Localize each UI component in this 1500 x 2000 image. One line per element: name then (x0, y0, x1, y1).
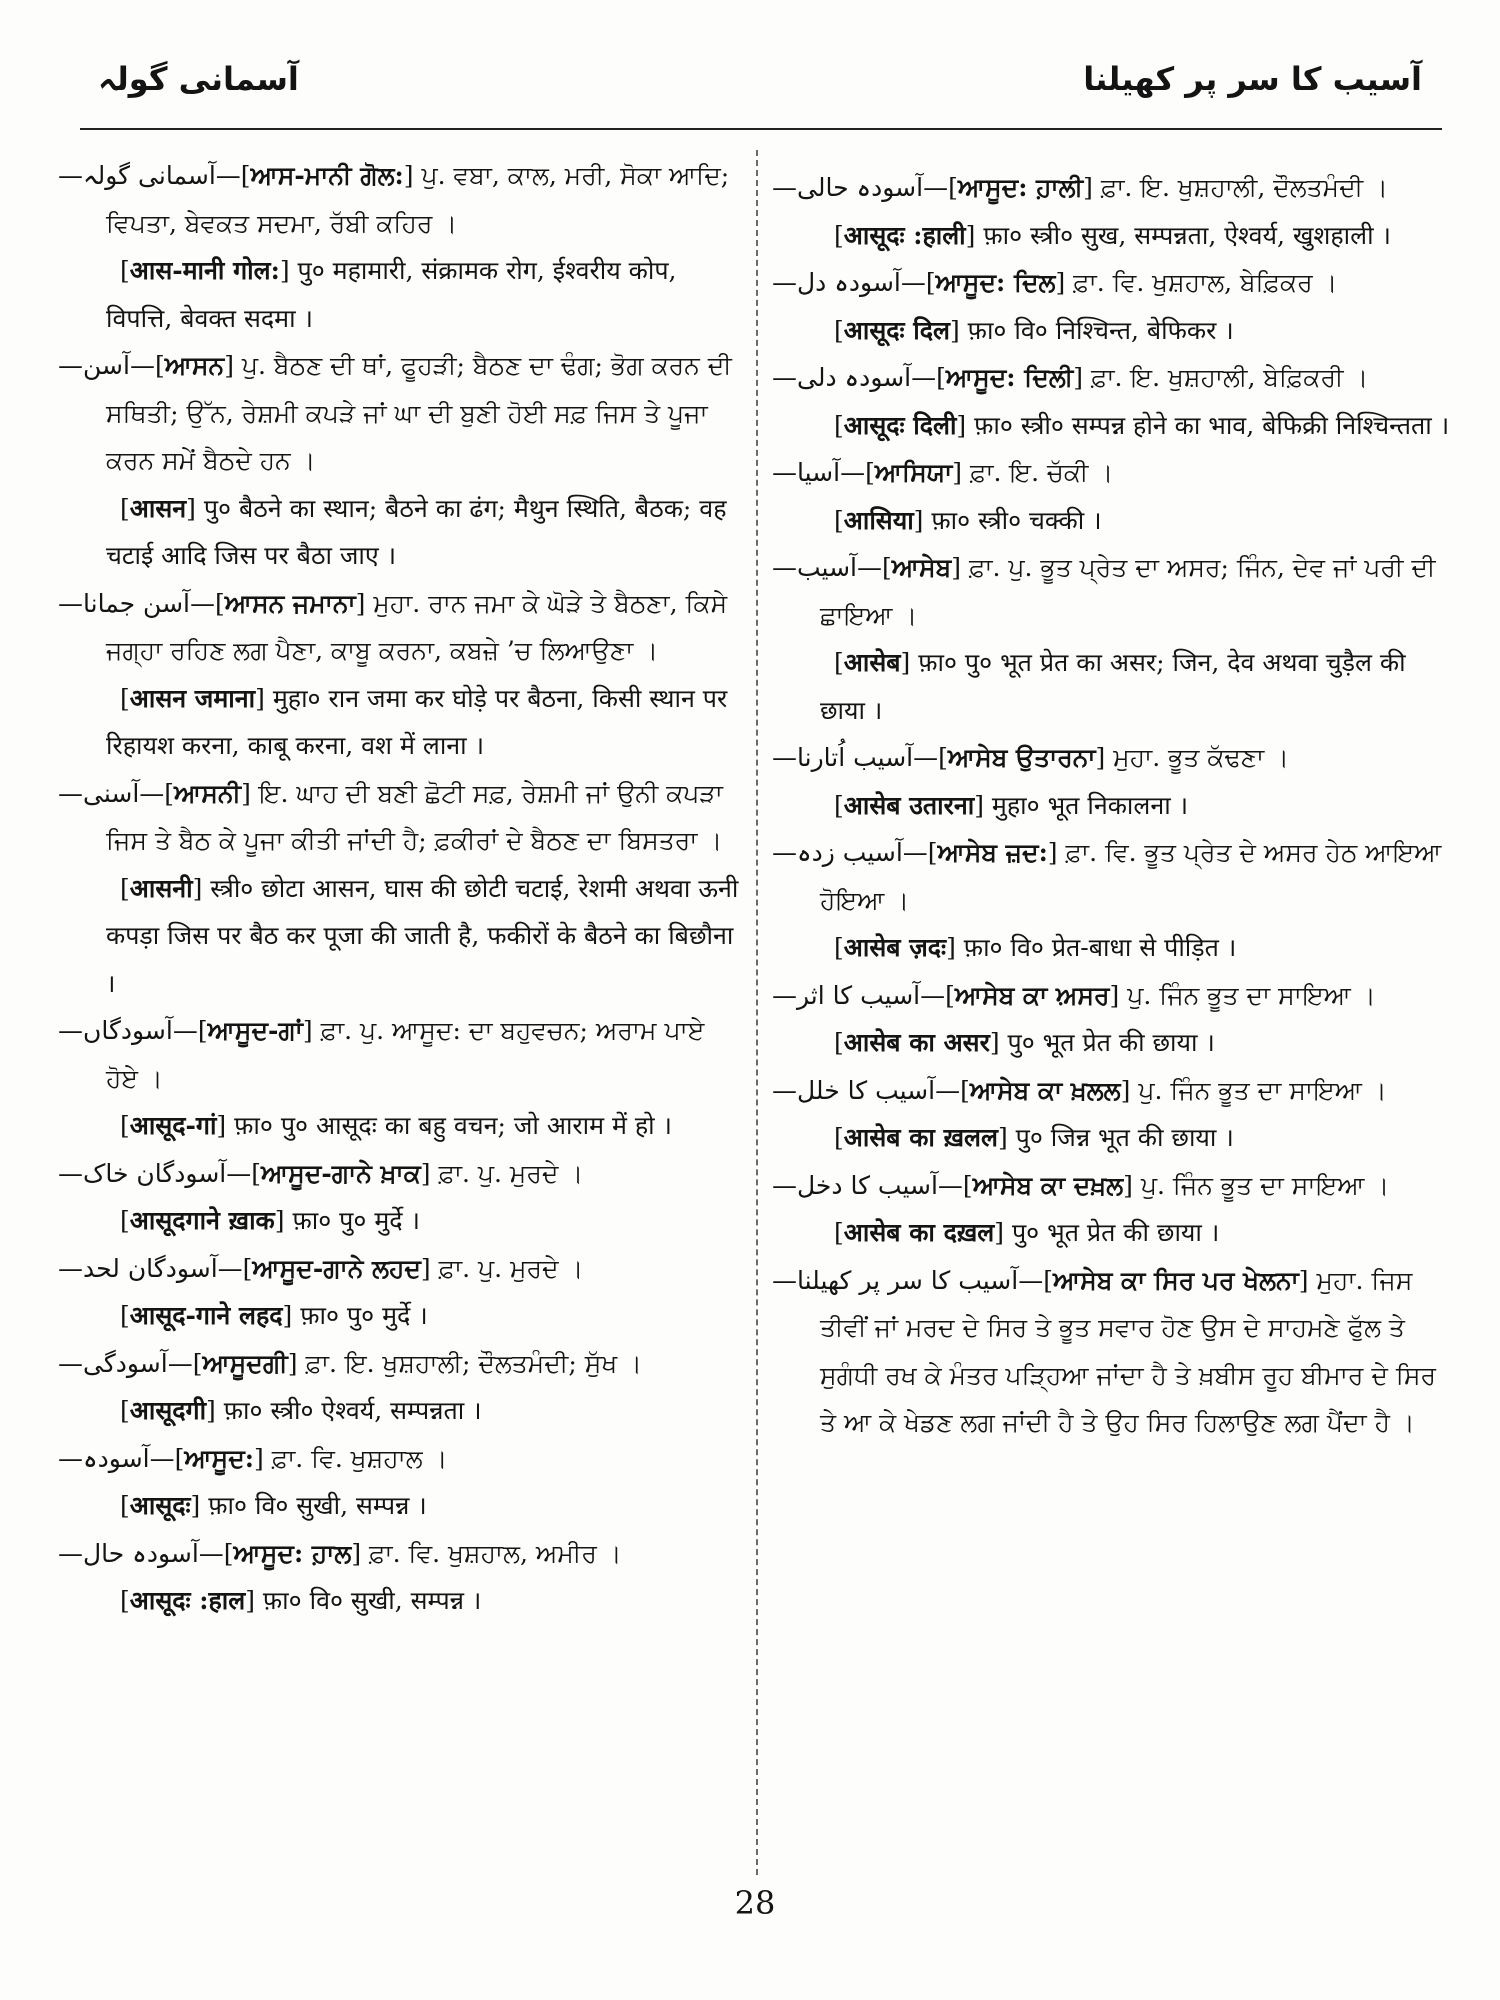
entry-hindi (58, 1292, 744, 1340)
entry-hindi (772, 924, 1452, 972)
entry-main (772, 972, 1452, 1020)
entry-main (58, 1435, 744, 1483)
urdu-headword-text: آسیب اُتارنا (797, 743, 914, 772)
gurmukhi-term: [ ਆਸੂਦ-ਗਾਨੇ ਖ਼ਾਕ ] (251, 1159, 430, 1188)
urdu-headword-text: آسودہ (83, 1443, 150, 1473)
dictionary-entry (58, 152, 744, 342)
gurmukhi-definition: ਫ਼ਾ. ਇ. ਚੱਕੀ । (969, 458, 1114, 487)
entry-hindi (772, 402, 1452, 450)
gurmukhi-term: [ ਆਸੂਦ-ਗਾਂ ] (198, 1016, 313, 1045)
urdu-headword (58, 779, 164, 808)
urdu-headword (772, 268, 926, 297)
urdu-headword-text: آسیب کا خلل (797, 1075, 936, 1105)
urdu-headword-text: آسنی (83, 778, 140, 808)
entry-hindi (772, 1019, 1452, 1067)
entry-main (772, 449, 1452, 497)
gurmukhi-definition: ਫ਼ਾ. ਵਿ. ਖੁਸ਼ਹਾਲ, ਬੇਫ਼ਿਕਰ । (1073, 268, 1338, 297)
gurmukhi-definition: ਫ਼ਾ. ਇ. ਖੁਸ਼ਹਾਲੀ, ਬੇਫ਼ਿਕਰੀ । (1090, 363, 1369, 392)
dictionary-entry (772, 164, 1452, 259)
entry-main (772, 1162, 1452, 1210)
hindi-definition: फ़ा० वि० प्रेत-बाधा से पीड़ित । (963, 933, 1237, 962)
gurmukhi-definition: ਫ਼ਾ. ਪੁ. ਮੁਰਦੇ । (438, 1158, 584, 1188)
gurmukhi-definition: ਫ਼ਾ. ਵਿ. ਭੂਤ ਪ੍ਰੇਤ ਦੇ ਅਸਰ ਹੇਠ ਆਇਆ ਹੋਇਆ । (820, 838, 1442, 915)
urdu-headword-text: آسودگان خاک (83, 1158, 227, 1188)
gurmukhi-definition: ਪੁ. ਜਿੰਨ ਭੂਤ ਦਾ ਸਾਇਆ । (1138, 1075, 1387, 1105)
urdu-headword (772, 173, 948, 202)
hindi-definition: फ़ा० पु० भूत प्रेत का असर; जिन, देव अथवा चुड़ैल की छाया । (820, 648, 1406, 725)
entry-hindi (772, 1114, 1452, 1162)
urdu-headword-text: آسمانی گولہ (83, 161, 216, 190)
urdu-headword-text: آسیب کا اثر (797, 980, 921, 1010)
hindi-definition: मुहा० रान जमा कर घोड़े पर बैठना, किसी स्थान पर रिहायश करना, काबू करना, वश में लाना । (106, 683, 728, 760)
hindi-definition: पु० भूत प्रेत की छाया । (1011, 1218, 1220, 1247)
gurmukhi-term: [ ਆਸੇਬ ਕਾ ਸਿਰ ਪਰ ਖੇਲਨਾ ] (1043, 1266, 1308, 1295)
urdu-headword-text: آسودہ دل (797, 268, 901, 297)
hindi-term: [ आसूदः :हाल ] (120, 1586, 255, 1615)
urdu-headword-text: آسودہ دلی (797, 363, 912, 392)
entry-main (58, 1340, 744, 1388)
urdu-headword (58, 1349, 193, 1378)
urdu-headword (58, 589, 215, 618)
gurmukhi-term: [ ਆਸਿਯਾ ] (865, 458, 962, 487)
entry-main (772, 1257, 1452, 1447)
hindi-term: [ आसन ] (120, 494, 196, 523)
gurmukhi-definition: ਫ਼ਾ. ਪੁ. ਭੂਤ ਪ੍ਰੇਤ ਦਾ ਅਸਰ; ਜਿੰਨ, ਦੇਵ ਜਾਂ ਪਰੀ ਦੀ ਛਾਇਆ । (820, 553, 1436, 630)
gurmukhi-definition: ਮੁਹਾ. ਰਾਨ ਜਮਾ ਕੇ ਘੋੜੇ ਤੇ ਬੈਠਣਾ, ਕਿਸੇ ਜਗ੍ਹਾ ਰਹਿਣ ਲਗ ਪੈਣਾ, ਕਾਬੂ ਕਰਨਾ, ਕਬਜ਼ੇ ’ਚ ਲਿਆਉਣਾ । (106, 588, 728, 665)
hindi-term: [ आसनी ] (120, 874, 202, 903)
gurmukhi-term: [ ਆਸੂਦਗੀ ] (193, 1349, 298, 1378)
entry-hindi (58, 485, 744, 580)
hindi-term: [ आसेब का दख़ल ] (834, 1218, 1004, 1247)
urdu-headword (772, 981, 945, 1010)
hindi-definition: फ़ा० वि० सुखी, सम्पन्न । (208, 1491, 427, 1520)
gurmukhi-definition: ਫ਼ਾ. ਇ. ਖੁਸ਼ਹਾਲੀ; ਦੌਲਤਮੰਦੀ; ਸੁੱਖ । (305, 1348, 642, 1378)
hindi-definition: फ़ा० स्त्री० सम्पन्न होने का भाव, बेफिक्री निश्चिन्तता । (974, 410, 1450, 440)
urdu-headword-text: آسودگاں (83, 1016, 173, 1045)
urdu-headword (772, 1171, 963, 1200)
hindi-definition: फ़ा० पु० मुर्दे । (300, 1301, 428, 1330)
entry-main (58, 1007, 744, 1102)
gurmukhi-term: [ ਆਸੇਬ ] (882, 553, 961, 582)
entry-hindi (58, 865, 744, 1008)
hindi-term: [ आसन जमाना ] (120, 684, 265, 713)
entry-hindi (772, 497, 1452, 545)
hindi-term: [ आसूदः दिल ] (834, 316, 960, 345)
gurmukhi-term: [ ਆਸਨ ਜਮਾਨਾ ] (215, 589, 365, 618)
entry-main (58, 1245, 744, 1293)
gurmukhi-term: [ ਆਸੇਬ ਕਾ ਦਖ਼ਲ ] (963, 1171, 1133, 1200)
urdu-headword (772, 553, 882, 582)
dictionary-entry (772, 1162, 1452, 1257)
dictionary-entry (58, 342, 744, 580)
urdu-headword-text: آسن (83, 351, 130, 380)
hindi-definition: फ़ा० वि० निश्चिन्त, बेफिकर । (967, 315, 1234, 345)
hindi-term: [ आसेब का असर ] (834, 1028, 1000, 1057)
right-column (772, 164, 1452, 1447)
dictionary-entry (772, 1257, 1452, 1447)
entry-main (58, 342, 744, 485)
entry-main (772, 164, 1452, 212)
dictionary-entry (58, 1435, 744, 1530)
gurmukhi-term: [ ਆਸਨੀ ] (164, 779, 251, 808)
entry-hindi (58, 1577, 744, 1625)
hindi-term: [ आसेब उतारना ] (834, 791, 984, 820)
urdu-headword (58, 1444, 175, 1473)
entry-main (58, 152, 744, 247)
urdu-headword-text: آسیب (797, 553, 857, 582)
urdu-headword (772, 458, 865, 487)
urdu-headword (772, 1076, 960, 1105)
hindi-definition: फ़ा० पु० मुर्दे । (292, 1206, 420, 1235)
gurmukhi-definition: ਪੁ. ਜਿੰਨ ਭੂਤ ਦਾ ਸਾਇਆ । (1140, 1170, 1390, 1200)
entry-hindi (58, 247, 744, 342)
entry-main (58, 1530, 744, 1578)
gurmukhi-term: [ ਆਸੂਦ: ਦਿਲ ] (926, 268, 1065, 297)
left-column (58, 152, 744, 1625)
entry-main (58, 770, 744, 865)
hindi-definition: फ़ा० स्त्री० ऐश्वर्य, सम्पन्नता । (223, 1396, 482, 1425)
dictionary-entry (772, 829, 1452, 972)
gurmukhi-term: [ ਆਸਨ ] (155, 351, 234, 380)
hindi-term: [ आसेब ज़दः ] (834, 933, 956, 962)
dictionary-entry (772, 354, 1452, 449)
header-rule (80, 128, 1442, 130)
entry-hindi (58, 1387, 744, 1435)
urdu-headword-text: آسودگی (83, 1348, 168, 1378)
dictionary-entry (772, 1067, 1452, 1162)
entry-main (772, 354, 1452, 402)
column-divider (756, 150, 758, 1875)
gurmukhi-definition: ਫ਼ਾ. ਪੁ. ਮੁਰਦੇ । (438, 1253, 584, 1283)
gurmukhi-term: [ ਆਸੂਦ: ਹ਼ਾਲੀ ] (948, 173, 1093, 202)
entry-main (772, 734, 1452, 782)
gurmukhi-term: [ ਆਸ-ਮਾਨੀ ਗੋਲ: ] (241, 161, 414, 190)
entry-main (772, 259, 1452, 307)
dictionary-entry (58, 1150, 744, 1245)
gurmukhi-definition: ਪੁ. ਜਿੰਨ ਭੂਤ ਦਾ ਸਾਇਆ । (1127, 980, 1376, 1010)
entry-hindi (772, 307, 1452, 355)
hindi-definition: फ़ा० स्त्री० सुख, सम्पन्नता, ऐश्वर्य, खुशहाली । (983, 220, 1391, 250)
gurmukhi-definition: ਇ. ਘਾਹ ਦੀ ਬਣੀ ਛੋਟੀ ਸਫ਼, ਰੇਸ਼ਮੀ ਜਾਂ ਉਨੀ ਕਪੜਾ ਜਿਸ ਤੇ ਬੈਠ ਕੇ ਪੂਜਾ ਕੀਤੀ ਜਾਂਦੀ ਹੈ; ਫ਼ਕੀਰਾਂ ਦੇ ਬੈਠਣ ਦਾ ਬਿਸਤਰਾ । (106, 778, 723, 855)
gurmukhi-term: [ ਆਸੂਦ: ਦਿਲੀ ] (936, 363, 1083, 392)
urdu-headword-text: آسودہ حالی (797, 173, 924, 202)
gurmukhi-term: [ ਆਸੇਬ ਕਾ ਖ਼ਲਲ ] (960, 1076, 1130, 1105)
hindi-term: [ आसूदः ] (120, 1491, 200, 1520)
gurmukhi-definition: ਪੁ. ਬੈਠਣ ਦੀ ਥਾਂ, ਫੂਹੜੀ; ਬੈਠਣ ਦਾ ਢੰਗ; ਭੋਗ ਕਰਨ ਦੀ ਸਥਿਤੀ; ਉੱਨ, ਰੇਸ਼ਮੀ ਕਪੜੇ ਜਾਂ ਘਾ ਦੀ ਬੁਣੀ ਹੋਈ ਸਫ਼ ਜਿਸ ਤੇ ਪੂਜਾ ਕਰਨ ਸਮੇਂ ਬੈਠਦੇ ਹਨ । (106, 351, 732, 475)
hindi-term: [ आसूदः दिली ] (834, 411, 966, 440)
urdu-headword-text: آسیب زدہ (797, 838, 903, 867)
hindi-definition: मुहा० भूत निकालना । (991, 790, 1189, 820)
entry-hindi (772, 639, 1452, 734)
entry-main (58, 580, 744, 675)
gurmukhi-definition: ਫ਼ਾ. ਪੁ. ਆਸੂਦ: ਦਾ ਬਹੁਵਚਨ; ਅਰਾਮ ਪਾਏ ਹੋਏ । (106, 1016, 705, 1093)
hindi-term: [ आसूदः :हाली ] (834, 221, 975, 250)
entry-main (772, 829, 1452, 924)
gurmukhi-term: [ ਆਸੂਦ: ] (175, 1444, 264, 1473)
dictionary-entry (772, 259, 1452, 354)
entry-hindi (772, 212, 1452, 260)
urdu-headword-text: آسیا (797, 458, 841, 487)
dictionary-entry (58, 770, 744, 1008)
page-number: 28 (734, 1884, 776, 1922)
urdu-headword (772, 363, 936, 392)
gurmukhi-term: [ ਆਸੇਬ ਜ਼ਦ: ] (928, 838, 1058, 867)
urdu-headword (772, 1266, 1043, 1295)
gurmukhi-definition: ਮੁਹਾ. ਭੂਤ ਕੱਢਣਾ । (1113, 743, 1289, 772)
dictionary-entry (58, 1245, 744, 1340)
urdu-headword (58, 1159, 251, 1188)
gurmukhi-definition: ਫ਼ਾ. ਵਿ. ਖੁਸ਼ਹਾਲ । (271, 1443, 448, 1473)
urdu-headword (58, 351, 155, 380)
hindi-definition: फ़ा० पु० आसूदः का बहु वचन; जो आराम में हो । (234, 1111, 673, 1140)
dictionary-entry (772, 544, 1452, 734)
urdu-headword-text: آسن جمانا (83, 588, 190, 618)
gurmukhi-definition: ਫ਼ਾ. ਇ. ਖੁਸ਼ਹਾਲੀ, ਦੌਲਤਮੰਦੀ । (1100, 173, 1388, 202)
gurmukhi-definition: ਫ਼ਾ. ਵਿ. ਖੁਸ਼ਹਾਲ, ਅਮੀਰ । (369, 1538, 622, 1568)
entry-hindi (58, 1102, 744, 1150)
urdu-headword (772, 838, 928, 867)
urdu-headword (58, 1016, 198, 1045)
urdu-headword-text: آسودہ حال (83, 1538, 199, 1568)
urdu-headword (58, 161, 241, 190)
entry-main (58, 1150, 744, 1198)
running-head-left: آسمانی گولہ (98, 60, 299, 98)
gurmukhi-term: [ ਆਸੂਦ: ਹ਼ਾਲ ] (224, 1539, 361, 1568)
entry-hindi (58, 1197, 744, 1245)
entry-main (772, 1067, 1452, 1115)
entry-main (772, 544, 1452, 639)
urdu-headword (58, 1539, 224, 1568)
hindi-definition: पु० जिन्न भूत की छाया । (1015, 1123, 1234, 1152)
urdu-headword (772, 743, 938, 772)
urdu-headword-text: آسودگان لحد (83, 1253, 218, 1283)
gurmukhi-term: [ ਆਸੂਦ-ਗਾਨੇ ਲਹਦ ] (243, 1254, 431, 1283)
dictionary-entry (772, 449, 1452, 544)
hindi-definition: स्त्री० छोटा आसन, घास की छोटी चटाई, रेशमी अथवा ऊनी कपड़ा जिस पर बैठ कर पूजा की जाती है, फकीरों के बैठने का बिछौना । (106, 873, 739, 998)
hindi-definition: पु० महामारी, संक्रामक रोग, ईश्वरीय कोप, विपत्ति, बेवक्त सदमा । (106, 256, 677, 333)
running-head-right: آسیب کا سر پر کھیلنا (1083, 60, 1422, 98)
entry-hindi (58, 1482, 744, 1530)
dictionary-entry (58, 580, 744, 770)
urdu-headword-text: آسیب کا دخل (797, 1170, 938, 1200)
hindi-term: [ आसूदगाने ख़ाक ] (120, 1206, 285, 1235)
gurmukhi-definition: ਪੁ. ਵਬਾ, ਕਾਲ, ਮਰੀ, ਸੋਕਾ ਆਦਿ; ਵਿਪਤਾ, ਬੇਵਕਤ ਸਦਮਾ, ਰੱਬੀ ਕਹਿਰ । (106, 161, 730, 238)
dictionary-entry (772, 734, 1452, 829)
hindi-term: [ आसेब का ख़लल ] (834, 1123, 1008, 1152)
gurmukhi-definition: ਮੁਹਾ. ਜਿਸ ਤੀਵੀਂ ਜਾਂ ਮਰਦ ਦੇ ਸਿਰ ਤੇ ਭੂਤ ਸਵਾਰ ਹੋਣ ਉਸ ਦੇ ਸਾਹਮਣੇ ਫੁੱਲ ਤੇ ਸੁਗੰਧੀ ਰਖ ਕੇ ਮੰਤਰ ਪੜ੍ਹਿਆ ਜਾਂਦਾ ਹੈ ਤੇ ਖ਼ਬੀਸ ਰੂਹ ਬੀਮਾਰ ਦੇ ਸਿਰ ਤੇ ਆ ਕੇ ਖੇਡਣ ਲਗ ਜਾਂਦੀ ਹੈ ਤੇ ਉਹ ਸਿਰ ਹਿਲਾਉਣ ਲਗ ਪੈਂਦਾ ਹੈ । (820, 1265, 1437, 1437)
hindi-definition: पु० भूत प्रेत की छाया । (1007, 1028, 1215, 1057)
gurmukhi-term: [ ਆਸੇਬ ਕਾ ਅ਼ਸਰ ] (945, 981, 1119, 1010)
dictionary-entry (58, 1340, 744, 1435)
entry-hindi (58, 675, 744, 770)
urdu-headword-text: آسیب کا سر پر کھیلنا (797, 1265, 1019, 1295)
dictionary-entry (58, 1530, 744, 1625)
dictionary-entry (58, 1007, 744, 1150)
hindi-term: [ आस-मानी गोल: ] (120, 256, 290, 285)
hindi-term: [ आसिया ] (834, 506, 923, 535)
hindi-term: [ आसूद-गाने लहद ] (120, 1301, 292, 1330)
hindi-definition: फ़ा० स्त्री० चक्की । (931, 505, 1102, 535)
dictionary-entry (772, 972, 1452, 1067)
hindi-term: [ आसेब ] (834, 648, 910, 677)
hindi-term: [ आसूद-गां ] (120, 1111, 226, 1140)
entry-hindi (772, 782, 1452, 830)
hindi-definition: पु० बैठने का स्थान; बैठने का ढंग; मैथुन स्थिति, बैठक; वह चटाई आदि जिस पर बैठा जाए । (106, 493, 727, 570)
urdu-headword (58, 1254, 243, 1283)
gurmukhi-term: [ ਆਸੇਬ ਉਤਾਰਨਾ ] (938, 743, 1105, 772)
entry-hindi (772, 1209, 1452, 1257)
hindi-term: [ आसूदगी ] (120, 1396, 216, 1425)
hindi-definition: फ़ा० वि० सुखी, सम्पन्न । (262, 1586, 482, 1615)
